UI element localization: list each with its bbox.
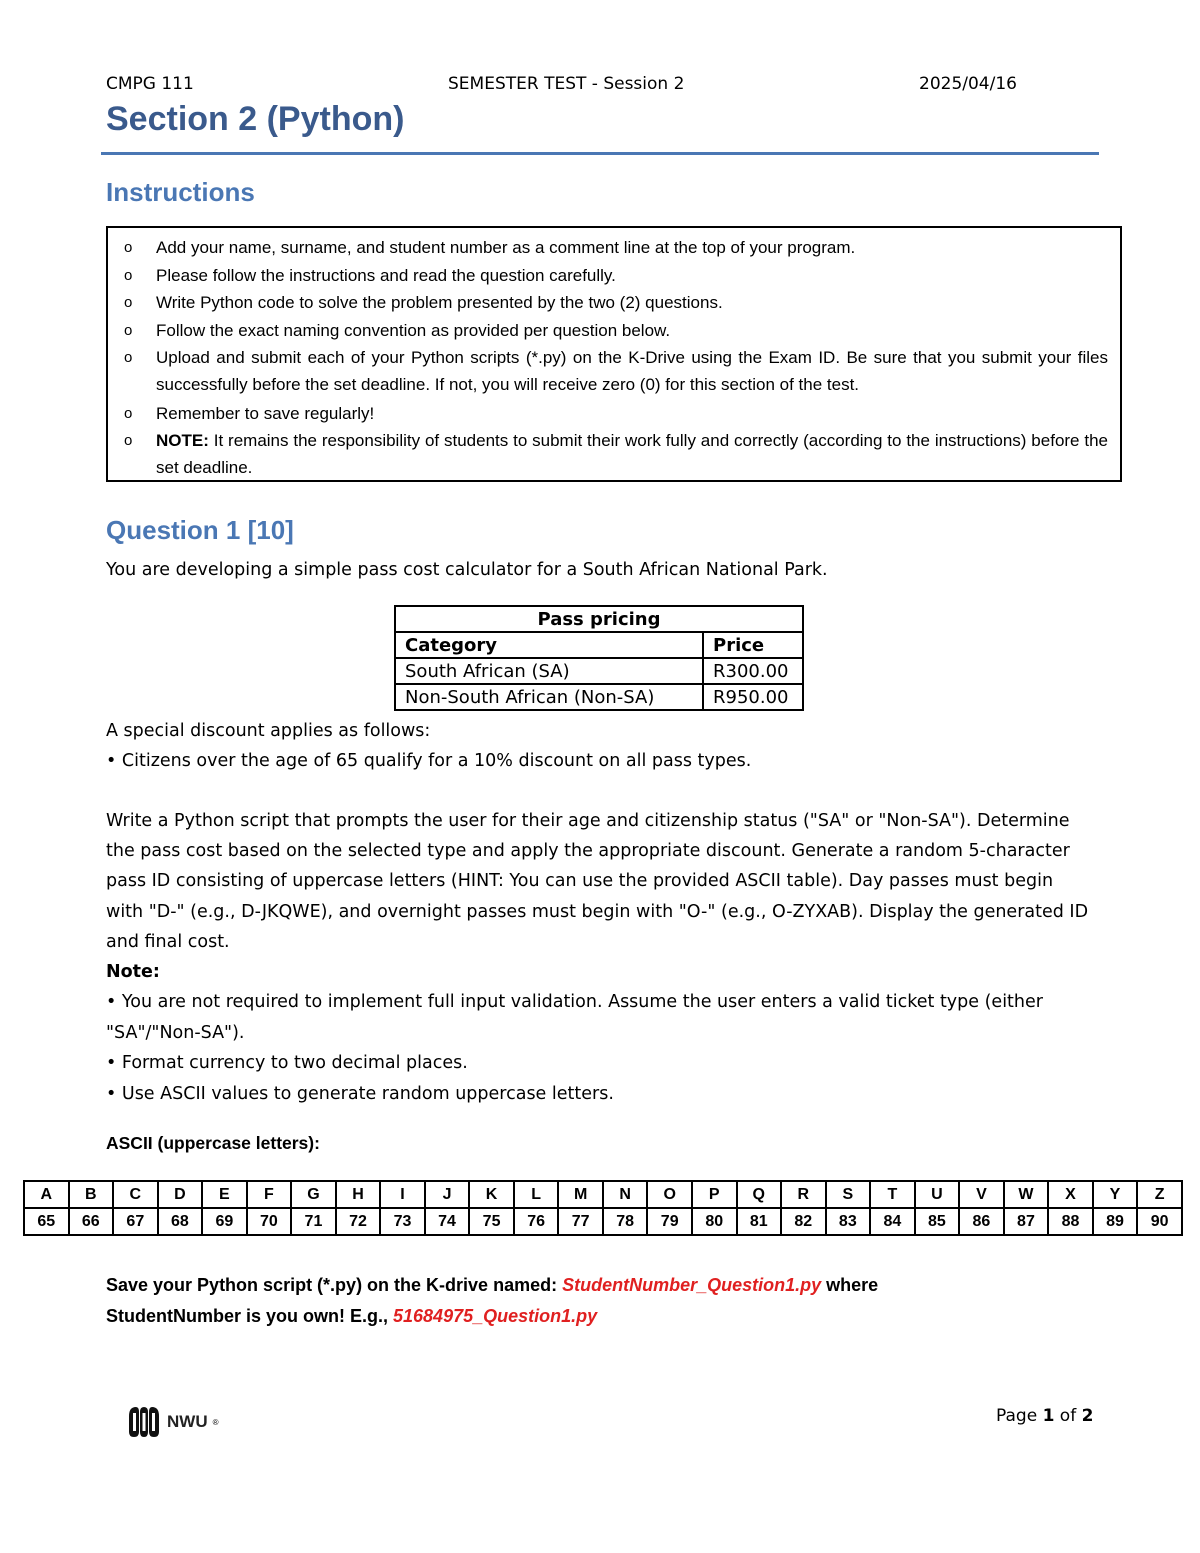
price-cell: R950.00 bbox=[703, 684, 803, 710]
price-cell: R300.00 bbox=[703, 658, 803, 684]
save-instructions bbox=[106, 1270, 1106, 1332]
ascii-letter-cell: M bbox=[558, 1181, 603, 1208]
instruction-item: o Please follow the instructions and read the question carefully. bbox=[156, 262, 1108, 289]
ascii-code-cell: 83 bbox=[826, 1208, 871, 1235]
ascii-code-cell: 70 bbox=[247, 1208, 292, 1235]
ascii-heading: ASCII (uppercase letters): bbox=[106, 1133, 320, 1153]
ascii-letter-cell: W bbox=[1004, 1181, 1049, 1208]
save-example: 51684975_Question1.py bbox=[393, 1306, 598, 1326]
ascii-code-cell: 82 bbox=[781, 1208, 826, 1235]
ascii-code-cell: 85 bbox=[915, 1208, 960, 1235]
ascii-letter-cell: I bbox=[380, 1181, 425, 1208]
category-cell: Non-South African (Non-SA) bbox=[395, 684, 703, 710]
save-prefix: Save your Python script (*.py) on the K-drive named: bbox=[106, 1275, 563, 1295]
ascii-code-cell: 84 bbox=[870, 1208, 915, 1235]
instruction-item: o Upload and submit each of your Python scripts (*.py) on the K-Drive using the Exam ID. Be sure that you submit your files successfully before the set deadline. If not, you will receive zero (0) for this section of the test. bbox=[156, 344, 1108, 398]
note-label: NOTE: bbox=[156, 431, 209, 450]
page-total: 2 bbox=[1081, 1406, 1094, 1426]
category-cell: South African (SA) bbox=[395, 658, 703, 684]
note-line: • Use ASCII values to generate random uppercase letters. bbox=[106, 1084, 614, 1104]
column-header-category: Category bbox=[395, 632, 703, 658]
pricing-table bbox=[394, 605, 804, 711]
test-title: SEMESTER TEST - Session 2 bbox=[448, 74, 685, 94]
ascii-code-cell: 78 bbox=[603, 1208, 648, 1235]
table-row bbox=[395, 658, 803, 684]
ascii-letter-cell: Y bbox=[1093, 1181, 1138, 1208]
ascii-table bbox=[23, 1180, 1183, 1236]
ascii-code-cell: 71 bbox=[291, 1208, 336, 1235]
pricing-caption: Pass pricing bbox=[395, 606, 803, 632]
ascii-letter-cell: Z bbox=[1137, 1181, 1182, 1208]
ascii-code-cell: 86 bbox=[959, 1208, 1004, 1235]
discount-bullet: • Citizens over the age of 65 qualify for a 10% discount on all pass types. bbox=[106, 751, 752, 771]
ascii-code-cell: 80 bbox=[692, 1208, 737, 1235]
instruction-item: o Add your name, surname, and student number as a comment line at the top of your program. bbox=[156, 234, 1108, 261]
question1-intro: You are developing a simple pass cost calculator for a South African National Park. bbox=[106, 560, 828, 580]
task-line: with "D-" (e.g., D-JKQWE), and overnight passes must begin with "O-" (e.g., O-ZYXAB). Display the generated ID bbox=[106, 902, 1089, 922]
ascii-letter-cell: F bbox=[247, 1181, 292, 1208]
discount-line: A special discount applies as follows: bbox=[106, 721, 431, 741]
ascii-letter-cell: D bbox=[158, 1181, 203, 1208]
save-line2: StudentNumber is you own! E.g., bbox=[106, 1306, 394, 1326]
page-of: of bbox=[1054, 1406, 1082, 1426]
question1-heading: Question 1 [10] bbox=[106, 515, 294, 545]
note-line: • You are not required to implement full input validation. Assume the user enters a valid ticket type (either bbox=[106, 992, 1043, 1012]
ascii-letter-cell: P bbox=[692, 1181, 737, 1208]
ascii-letter-cell: X bbox=[1048, 1181, 1093, 1208]
ascii-code-cell: 90 bbox=[1137, 1208, 1182, 1235]
ascii-letter-cell: A bbox=[24, 1181, 69, 1208]
ascii-code-cell: 88 bbox=[1048, 1208, 1093, 1235]
instruction-note bbox=[156, 427, 1108, 481]
save-suffix: where bbox=[821, 1275, 879, 1295]
task-line: Write a Python script that prompts the user for their age and citizenship status ("SA" or "Non-SA"). Determine bbox=[106, 811, 1070, 831]
ascii-code-cell: 81 bbox=[737, 1208, 782, 1235]
ascii-letter-cell: T bbox=[870, 1181, 915, 1208]
ascii-code-cell: 68 bbox=[158, 1208, 203, 1235]
table-row bbox=[395, 684, 803, 710]
ascii-letter-cell: V bbox=[959, 1181, 1004, 1208]
page-current: 1 bbox=[1042, 1406, 1055, 1426]
nwu-logo-icon bbox=[126, 1404, 162, 1440]
section-title: Section 2 (Python) bbox=[106, 100, 405, 138]
instruction-item: o Follow the exact naming convention as provided per question below. bbox=[156, 317, 1108, 344]
ascii-code-cell: 74 bbox=[425, 1208, 470, 1235]
ascii-letter-cell: K bbox=[469, 1181, 514, 1208]
ascii-code-cell: 65 bbox=[24, 1208, 69, 1235]
ascii-letter-cell: J bbox=[425, 1181, 470, 1208]
ascii-letter-cell: N bbox=[603, 1181, 648, 1208]
logo-text: NWU bbox=[167, 1412, 208, 1431]
ascii-code-cell: 87 bbox=[1004, 1208, 1049, 1235]
ascii-letter-cell: L bbox=[514, 1181, 559, 1208]
save-filename: StudentNumber_Question1.py bbox=[562, 1275, 822, 1295]
nwu-logo: NWU ® bbox=[126, 1404, 219, 1440]
ascii-letter-cell: S bbox=[826, 1181, 871, 1208]
course-code: CMPG 111 bbox=[106, 74, 194, 94]
instruction-item: o Write Python code to solve the problem presented by the two (2) questions. bbox=[156, 289, 1108, 316]
instruction-item: o Remember to save regularly! bbox=[156, 400, 1108, 427]
ascii-letter-cell: U bbox=[915, 1181, 960, 1208]
page-label: Page bbox=[996, 1406, 1043, 1426]
ascii-letter-cell: R bbox=[781, 1181, 826, 1208]
ascii-letter-cell: C bbox=[113, 1181, 158, 1208]
note-heading: Note: bbox=[106, 962, 160, 982]
page-number bbox=[996, 1406, 1093, 1426]
task-line: and final cost. bbox=[106, 932, 230, 952]
ascii-code-cell: 69 bbox=[202, 1208, 247, 1235]
ascii-code-cell: 73 bbox=[380, 1208, 425, 1235]
ascii-letter-cell: O bbox=[647, 1181, 692, 1208]
task-line: pass ID consisting of uppercase letters (HINT: You can use the provided ASCII table). Day passes must begin bbox=[106, 871, 1054, 891]
ascii-letter-cell: E bbox=[202, 1181, 247, 1208]
note-line: "SA"/"Non-SA"). bbox=[106, 1023, 245, 1043]
ascii-letter-cell: H bbox=[336, 1181, 381, 1208]
task-line: the pass cost based on the selected type and apply the appropriate discount. Generate a random 5-character bbox=[106, 841, 1070, 861]
title-divider bbox=[101, 152, 1099, 155]
test-date: 2025/04/16 bbox=[919, 74, 1017, 94]
ascii-code-cell: 79 bbox=[647, 1208, 692, 1235]
instructions-heading: Instructions bbox=[106, 177, 255, 207]
ascii-letter-cell: G bbox=[291, 1181, 336, 1208]
ascii-code-cell: 89 bbox=[1093, 1208, 1138, 1235]
column-header-price: Price bbox=[703, 632, 803, 658]
ascii-code-cell: 77 bbox=[558, 1208, 603, 1235]
ascii-letters-row bbox=[24, 1181, 1182, 1208]
ascii-code-cell: 75 bbox=[469, 1208, 514, 1235]
ascii-code-cell: 72 bbox=[336, 1208, 381, 1235]
ascii-code-cell: 67 bbox=[113, 1208, 158, 1235]
ascii-letter-cell: Q bbox=[737, 1181, 782, 1208]
instructions-box bbox=[106, 226, 1122, 482]
note-text: It remains the responsibility of students to submit their work fully and correctly (according to the instructions) before the set deadline. bbox=[156, 431, 1108, 477]
ascii-codes-row bbox=[24, 1208, 1182, 1235]
ascii-code-cell: 76 bbox=[514, 1208, 559, 1235]
note-line: • Format currency to two decimal places. bbox=[106, 1053, 468, 1073]
ascii-code-cell: 66 bbox=[69, 1208, 114, 1235]
ascii-letter-cell: B bbox=[69, 1181, 114, 1208]
